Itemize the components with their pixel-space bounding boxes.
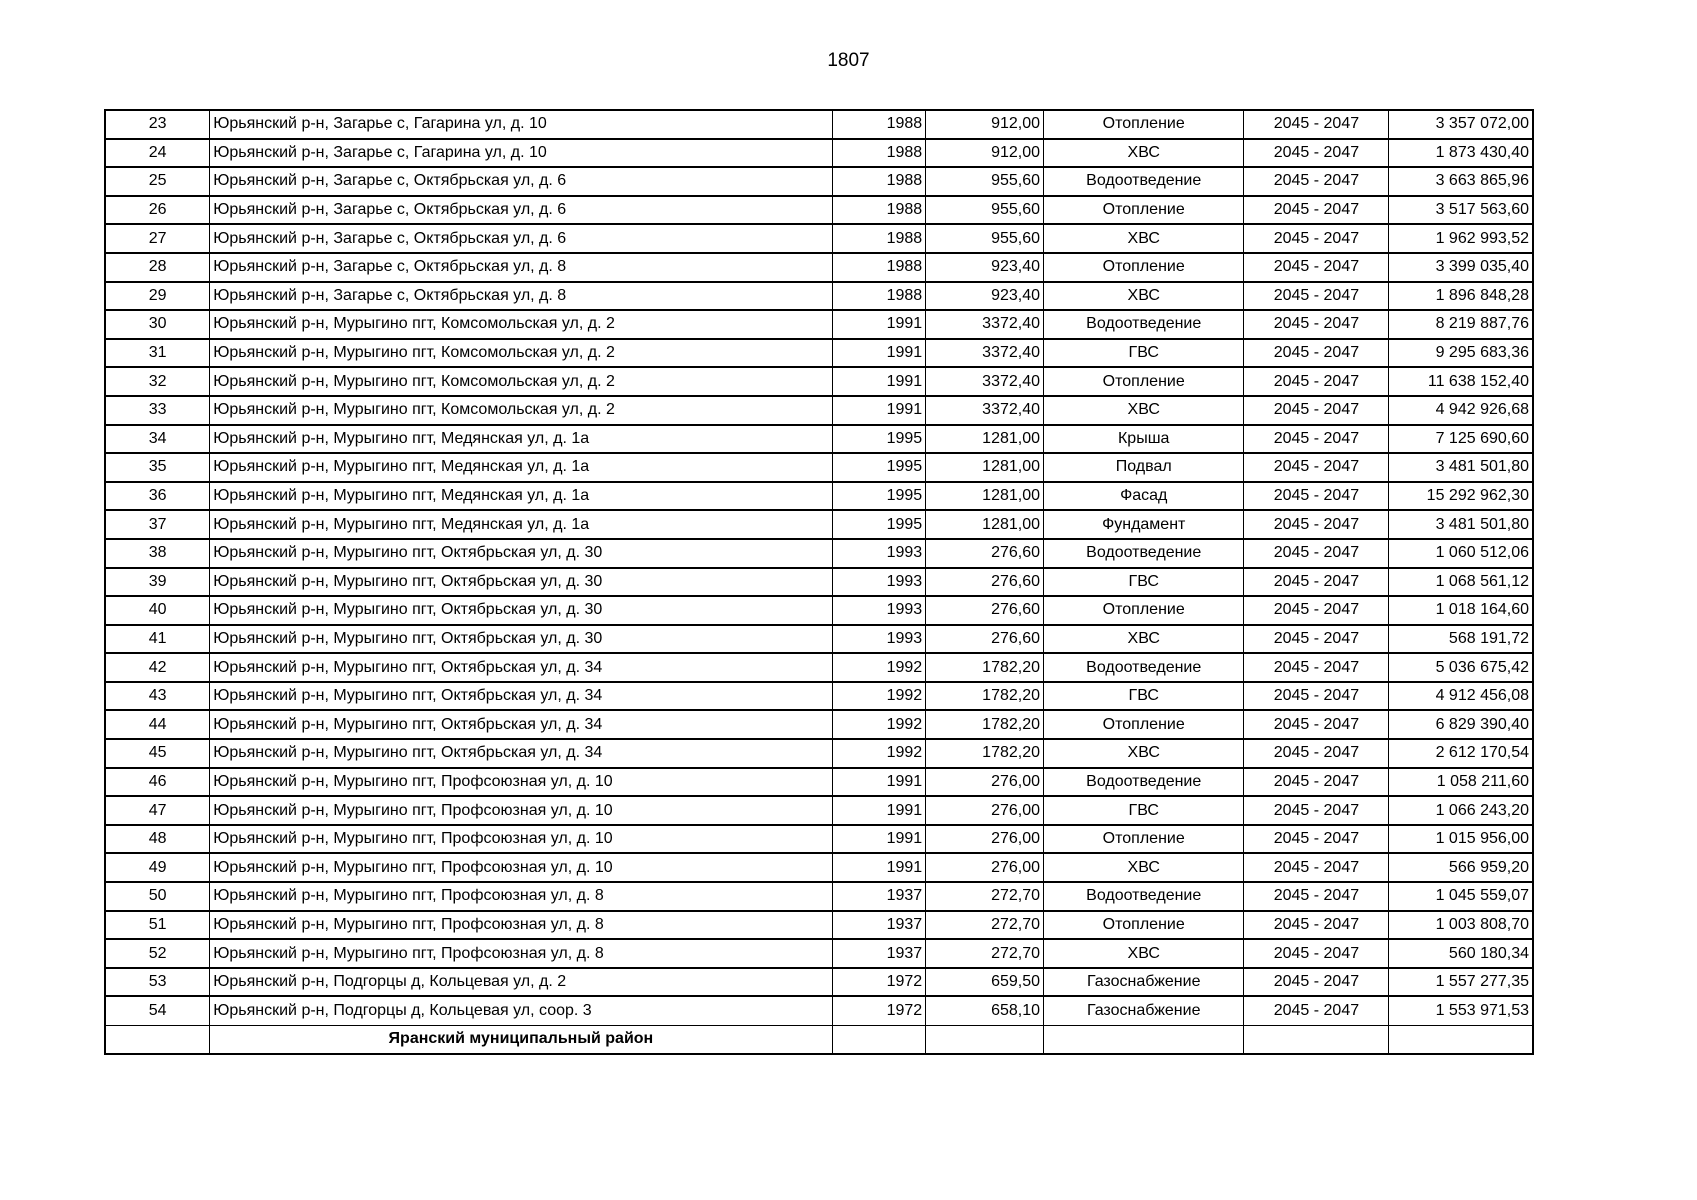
cell-period: 2045 - 2047	[1244, 196, 1389, 225]
cell-area: 912,00	[926, 139, 1044, 168]
cell-cost: 1 018 164,60	[1389, 596, 1533, 625]
cell-period: 2045 - 2047	[1244, 911, 1389, 940]
cell-address: Юрьянский р-н, Мурыгино пгт, Октябрьская ул, д. 30	[210, 568, 832, 597]
cell-year: 1991	[832, 367, 926, 396]
cell-area: 276,00	[926, 796, 1044, 825]
cell-work-type: Фасад	[1044, 482, 1244, 511]
table-row	[105, 367, 1533, 396]
cell-area: 1782,20	[926, 653, 1044, 682]
cell-number: 32	[105, 367, 210, 396]
table-row	[105, 996, 1533, 1025]
cell-address: Юрьянский р-н, Мурыгино пгт, Октябрьская ул, д. 34	[210, 710, 832, 739]
table-row	[105, 653, 1533, 682]
cell-number: 38	[105, 539, 210, 568]
cell-work-type: ХВС	[1044, 939, 1244, 968]
cell-work-type: Газоснабжение	[1044, 968, 1244, 997]
table-row	[105, 425, 1533, 454]
cell-work-type: Водоотведение	[1044, 310, 1244, 339]
cell-work-type: Отопление	[1044, 911, 1244, 940]
cell-area: 276,00	[926, 853, 1044, 882]
cell-year: 1988	[832, 196, 926, 225]
cell-area: 272,70	[926, 911, 1044, 940]
cell-year: 1992	[832, 682, 926, 711]
cell-address: Юрьянский р-н, Мурыгино пгт, Комсомольская ул, д. 2	[210, 396, 832, 425]
cell-work-type: Отопление	[1044, 596, 1244, 625]
cell-number: 42	[105, 653, 210, 682]
cell-period: 2045 - 2047	[1244, 339, 1389, 368]
cell-address: Юрьянский р-н, Загарье с, Октябрьская ул, д. 6	[210, 196, 832, 225]
table-row	[105, 339, 1533, 368]
cell-number: 52	[105, 939, 210, 968]
cell-period: 2045 - 2047	[1244, 710, 1389, 739]
cell-year: 1995	[832, 425, 926, 454]
cell-cost: 1 068 561,12	[1389, 568, 1533, 597]
cell-area: 276,60	[926, 568, 1044, 597]
cell-number: 44	[105, 710, 210, 739]
cell-cost: 568 191,72	[1389, 625, 1533, 654]
cell-work-type: Фундамент	[1044, 510, 1244, 539]
cell-period: 2045 - 2047	[1244, 367, 1389, 396]
cell-year: 1988	[832, 167, 926, 196]
cell-cost: 1 066 243,20	[1389, 796, 1533, 825]
cell-area: 659,50	[926, 968, 1044, 997]
cell-period: 2045 - 2047	[1244, 224, 1389, 253]
cell-area: 923,40	[926, 253, 1044, 282]
cell-period: 2045 - 2047	[1244, 996, 1389, 1025]
cell-cost: 5 036 675,42	[1389, 653, 1533, 682]
cell-cost: 1 015 956,00	[1389, 825, 1533, 854]
cell-year: 1995	[832, 482, 926, 511]
cell-period: 2045 - 2047	[1244, 939, 1389, 968]
table-row	[105, 739, 1533, 768]
section-cell-work	[1044, 1025, 1244, 1054]
cell-address: Юрьянский р-н, Мурыгино пгт, Октябрьская ул, д. 30	[210, 625, 832, 654]
cell-number: 29	[105, 282, 210, 311]
cell-period: 2045 - 2047	[1244, 796, 1389, 825]
cell-year: 1937	[832, 882, 926, 911]
table-row	[105, 710, 1533, 739]
cell-address: Юрьянский р-н, Мурыгино пгт, Октябрьская ул, д. 34	[210, 653, 832, 682]
page-number: 1807	[827, 50, 870, 71]
cell-work-type: ХВС	[1044, 739, 1244, 768]
cell-work-type: Отопление	[1044, 825, 1244, 854]
table-row	[105, 482, 1533, 511]
cell-year: 1992	[832, 710, 926, 739]
cell-cost: 3 517 563,60	[1389, 196, 1533, 225]
cell-number: 46	[105, 768, 210, 797]
cell-work-type: Водоотведение	[1044, 167, 1244, 196]
cell-address: Юрьянский р-н, Мурыгино пгт, Профсоюзная ул, д. 8	[210, 882, 832, 911]
cell-area: 1281,00	[926, 482, 1044, 511]
cell-area: 276,00	[926, 825, 1044, 854]
cell-area: 276,60	[926, 539, 1044, 568]
cell-cost: 3 399 035,40	[1389, 253, 1533, 282]
cell-area: 923,40	[926, 282, 1044, 311]
table-row	[105, 396, 1533, 425]
cell-year: 1992	[832, 739, 926, 768]
table-row	[105, 310, 1533, 339]
cell-number: 45	[105, 739, 210, 768]
cell-area: 912,00	[926, 110, 1044, 139]
cell-work-type: Крыша	[1044, 425, 1244, 454]
cell-cost: 1 060 512,06	[1389, 539, 1533, 568]
cell-address: Юрьянский р-н, Мурыгино пгт, Октябрьская ул, д. 30	[210, 539, 832, 568]
cell-number: 50	[105, 882, 210, 911]
cell-address: Юрьянский р-н, Мурыгино пгт, Комсомольская ул, д. 2	[210, 367, 832, 396]
cell-work-type: ХВС	[1044, 625, 1244, 654]
cell-area: 955,60	[926, 224, 1044, 253]
cell-period: 2045 - 2047	[1244, 282, 1389, 311]
table-row	[105, 596, 1533, 625]
cell-work-type: Отопление	[1044, 710, 1244, 739]
cell-address: Юрьянский р-н, Мурыгино пгт, Медянская ул, д. 1а	[210, 510, 832, 539]
cell-number: 35	[105, 453, 210, 482]
cell-number: 53	[105, 968, 210, 997]
table-row	[105, 224, 1533, 253]
cell-work-type: ГВС	[1044, 796, 1244, 825]
cell-period: 2045 - 2047	[1244, 396, 1389, 425]
cell-cost: 6 829 390,40	[1389, 710, 1533, 739]
cell-area: 272,70	[926, 939, 1044, 968]
cell-number: 30	[105, 310, 210, 339]
section-cell-period	[1244, 1025, 1389, 1054]
section-cell-cost	[1389, 1025, 1533, 1054]
table-row	[105, 539, 1533, 568]
cell-work-type: Отопление	[1044, 367, 1244, 396]
cell-year: 1988	[832, 282, 926, 311]
cell-period: 2045 - 2047	[1244, 167, 1389, 196]
table-body	[105, 110, 1533, 1025]
cell-work-type: ХВС	[1044, 139, 1244, 168]
cell-work-type: Водоотведение	[1044, 768, 1244, 797]
cell-period: 2045 - 2047	[1244, 596, 1389, 625]
cell-area: 3372,40	[926, 396, 1044, 425]
table-row	[105, 196, 1533, 225]
cell-period: 2045 - 2047	[1244, 568, 1389, 597]
cell-year: 1988	[832, 253, 926, 282]
table-row	[105, 167, 1533, 196]
table-row	[105, 968, 1533, 997]
cell-area: 1782,20	[926, 682, 1044, 711]
cell-period: 2045 - 2047	[1244, 968, 1389, 997]
cell-address: Юрьянский р-н, Мурыгино пгт, Октябрьская ул, д. 34	[210, 682, 832, 711]
table-row	[105, 282, 1533, 311]
cell-work-type: Отопление	[1044, 253, 1244, 282]
section-cell-year	[832, 1025, 926, 1054]
cell-period: 2045 - 2047	[1244, 110, 1389, 139]
cell-period: 2045 - 2047	[1244, 139, 1389, 168]
cell-work-type: Отопление	[1044, 196, 1244, 225]
cell-period: 2045 - 2047	[1244, 310, 1389, 339]
table-row	[105, 768, 1533, 797]
cell-year: 1991	[832, 853, 926, 882]
section-cell-number	[105, 1025, 210, 1054]
cell-cost: 8 219 887,76	[1389, 310, 1533, 339]
cell-number: 37	[105, 510, 210, 539]
cell-year: 1937	[832, 939, 926, 968]
cell-work-type: ХВС	[1044, 396, 1244, 425]
cell-number: 34	[105, 425, 210, 454]
register-table	[104, 109, 1534, 1055]
cell-period: 2045 - 2047	[1244, 453, 1389, 482]
cell-cost: 9 295 683,36	[1389, 339, 1533, 368]
cell-year: 1995	[832, 510, 926, 539]
cell-number: 47	[105, 796, 210, 825]
cell-cost: 15 292 962,30	[1389, 482, 1533, 511]
cell-work-type: ГВС	[1044, 568, 1244, 597]
cell-area: 955,60	[926, 167, 1044, 196]
cell-cost: 1 962 993,52	[1389, 224, 1533, 253]
cell-work-type: ГВС	[1044, 339, 1244, 368]
cell-area: 1281,00	[926, 453, 1044, 482]
cell-address: Юрьянский р-н, Подгорцы д, Кольцевая ул, соор. 3	[210, 996, 832, 1025]
table-row	[105, 625, 1533, 654]
cell-period: 2045 - 2047	[1244, 482, 1389, 511]
cell-cost: 4 942 926,68	[1389, 396, 1533, 425]
cell-cost: 3 481 501,80	[1389, 453, 1533, 482]
cell-year: 1988	[832, 224, 926, 253]
cell-year: 1993	[832, 539, 926, 568]
cell-area: 3372,40	[926, 310, 1044, 339]
cell-work-type: Водоотведение	[1044, 882, 1244, 911]
cell-address: Юрьянский р-н, Мурыгино пгт, Профсоюзная ул, д. 10	[210, 796, 832, 825]
table-row	[105, 510, 1533, 539]
cell-number: 40	[105, 596, 210, 625]
cell-address: Юрьянский р-н, Мурыгино пгт, Комсомольская ул, д. 2	[210, 310, 832, 339]
cell-address: Юрьянский р-н, Мурыгино пгт, Октябрьская ул, д. 34	[210, 739, 832, 768]
cell-area: 955,60	[926, 196, 1044, 225]
cell-cost: 4 912 456,08	[1389, 682, 1533, 711]
table-row	[105, 853, 1533, 882]
cell-number: 31	[105, 339, 210, 368]
cell-address: Юрьянский р-н, Мурыгино пгт, Профсоюзная ул, д. 10	[210, 825, 832, 854]
cell-cost: 3 663 865,96	[1389, 167, 1533, 196]
cell-address: Юрьянский р-н, Мурыгино пгт, Медянская ул, д. 1а	[210, 453, 832, 482]
cell-number: 48	[105, 825, 210, 854]
cell-year: 1991	[832, 825, 926, 854]
cell-number: 24	[105, 139, 210, 168]
cell-number: 41	[105, 625, 210, 654]
cell-period: 2045 - 2047	[1244, 739, 1389, 768]
cell-work-type: ГВС	[1044, 682, 1244, 711]
cell-year: 1991	[832, 796, 926, 825]
cell-number: 23	[105, 110, 210, 139]
cell-cost: 11 638 152,40	[1389, 367, 1533, 396]
cell-number: 49	[105, 853, 210, 882]
cell-period: 2045 - 2047	[1244, 853, 1389, 882]
cell-address: Юрьянский р-н, Мурыгино пгт, Октябрьская ул, д. 30	[210, 596, 832, 625]
cell-address: Юрьянский р-н, Мурыгино пгт, Комсомольская ул, д. 2	[210, 339, 832, 368]
cell-address: Юрьянский р-н, Загарье с, Октябрьская ул, д. 8	[210, 282, 832, 311]
cell-number: 25	[105, 167, 210, 196]
cell-year: 1993	[832, 596, 926, 625]
cell-address: Юрьянский р-н, Мурыгино пгт, Профсоюзная ул, д. 10	[210, 853, 832, 882]
table-row	[105, 453, 1533, 482]
cell-number: 28	[105, 253, 210, 282]
table-row	[105, 882, 1533, 911]
cell-cost: 1 003 808,70	[1389, 911, 1533, 940]
cell-area: 276,00	[926, 768, 1044, 797]
cell-cost: 566 959,20	[1389, 853, 1533, 882]
cell-address: Юрьянский р-н, Загарье с, Гагарина ул, д. 10	[210, 139, 832, 168]
section-title: Яранский муниципальный район	[210, 1025, 832, 1054]
cell-cost: 1 557 277,35	[1389, 968, 1533, 997]
cell-work-type: Подвал	[1044, 453, 1244, 482]
cell-year: 1937	[832, 911, 926, 940]
cell-period: 2045 - 2047	[1244, 682, 1389, 711]
table-row	[105, 253, 1533, 282]
cell-work-type: ХВС	[1044, 282, 1244, 311]
cell-area: 3372,40	[926, 367, 1044, 396]
cell-number: 36	[105, 482, 210, 511]
cell-area: 272,70	[926, 882, 1044, 911]
cell-cost: 3 481 501,80	[1389, 510, 1533, 539]
cell-number: 33	[105, 396, 210, 425]
cell-address: Юрьянский р-н, Мурыгино пгт, Профсоюзная ул, д. 10	[210, 768, 832, 797]
cell-number: 26	[105, 196, 210, 225]
cell-year: 1992	[832, 653, 926, 682]
cell-cost: 1 045 559,07	[1389, 882, 1533, 911]
cell-period: 2045 - 2047	[1244, 625, 1389, 654]
cell-work-type: Водоотведение	[1044, 539, 1244, 568]
cell-area: 1281,00	[926, 510, 1044, 539]
section-cell-area	[926, 1025, 1044, 1054]
cell-cost: 1 553 971,53	[1389, 996, 1533, 1025]
table-row	[105, 568, 1533, 597]
table-row	[105, 139, 1533, 168]
cell-address: Юрьянский р-н, Загарье с, Октябрьская ул, д. 6	[210, 167, 832, 196]
cell-year: 1993	[832, 625, 926, 654]
cell-cost: 7 125 690,60	[1389, 425, 1533, 454]
cell-area: 276,60	[926, 596, 1044, 625]
cell-year: 1972	[832, 996, 926, 1025]
cell-period: 2045 - 2047	[1244, 882, 1389, 911]
cell-period: 2045 - 2047	[1244, 510, 1389, 539]
cell-area: 1782,20	[926, 739, 1044, 768]
cell-period: 2045 - 2047	[1244, 653, 1389, 682]
cell-number: 43	[105, 682, 210, 711]
cell-cost: 2 612 170,54	[1389, 739, 1533, 768]
cell-year: 1991	[832, 768, 926, 797]
cell-address: Юрьянский р-н, Загарье с, Октябрьская ул, д. 8	[210, 253, 832, 282]
table-row	[105, 110, 1533, 139]
cell-year: 1988	[832, 110, 926, 139]
cell-year: 1988	[832, 139, 926, 168]
cell-address: Юрьянский р-н, Подгорцы д, Кольцевая ул, д. 2	[210, 968, 832, 997]
cell-period: 2045 - 2047	[1244, 768, 1389, 797]
table-row	[105, 682, 1533, 711]
table-row	[105, 825, 1533, 854]
cell-address: Юрьянский р-н, Мурыгино пгт, Профсоюзная ул, д. 8	[210, 911, 832, 940]
cell-cost: 1 873 430,40	[1389, 139, 1533, 168]
cell-year: 1995	[832, 453, 926, 482]
section-row	[105, 1025, 1533, 1054]
cell-cost: 1 058 211,60	[1389, 768, 1533, 797]
table-row	[105, 911, 1533, 940]
cell-number: 51	[105, 911, 210, 940]
cell-year: 1993	[832, 568, 926, 597]
cell-area: 3372,40	[926, 339, 1044, 368]
table-row	[105, 939, 1533, 968]
cell-period: 2045 - 2047	[1244, 825, 1389, 854]
cell-year: 1972	[832, 968, 926, 997]
cell-area: 276,60	[926, 625, 1044, 654]
cell-number: 27	[105, 224, 210, 253]
cell-address: Юрьянский р-н, Загарье с, Гагарина ул, д. 10	[210, 110, 832, 139]
cell-address: Юрьянский р-н, Мурыгино пгт, Медянская ул, д. 1а	[210, 482, 832, 511]
cell-period: 2045 - 2047	[1244, 425, 1389, 454]
cell-area: 658,10	[926, 996, 1044, 1025]
cell-address: Юрьянский р-н, Загарье с, Октябрьская ул, д. 6	[210, 224, 832, 253]
cell-work-type: Водоотведение	[1044, 653, 1244, 682]
cell-cost: 3 357 072,00	[1389, 110, 1533, 139]
cell-period: 2045 - 2047	[1244, 253, 1389, 282]
cell-number: 54	[105, 996, 210, 1025]
cell-year: 1991	[832, 396, 926, 425]
cell-number: 39	[105, 568, 210, 597]
cell-work-type: ХВС	[1044, 224, 1244, 253]
cell-cost: 1 896 848,28	[1389, 282, 1533, 311]
cell-address: Юрьянский р-н, Мурыгино пгт, Медянская ул, д. 1а	[210, 425, 832, 454]
cell-area: 1281,00	[926, 425, 1044, 454]
table-row	[105, 796, 1533, 825]
cell-period: 2045 - 2047	[1244, 539, 1389, 568]
cell-cost: 560 180,34	[1389, 939, 1533, 968]
cell-work-type: Газоснабжение	[1044, 996, 1244, 1025]
cell-area: 1782,20	[926, 710, 1044, 739]
cell-work-type: Отопление	[1044, 110, 1244, 139]
cell-year: 1991	[832, 310, 926, 339]
cell-work-type: ХВС	[1044, 853, 1244, 882]
cell-address: Юрьянский р-н, Мурыгино пгт, Профсоюзная ул, д. 8	[210, 939, 832, 968]
cell-year: 1991	[832, 339, 926, 368]
